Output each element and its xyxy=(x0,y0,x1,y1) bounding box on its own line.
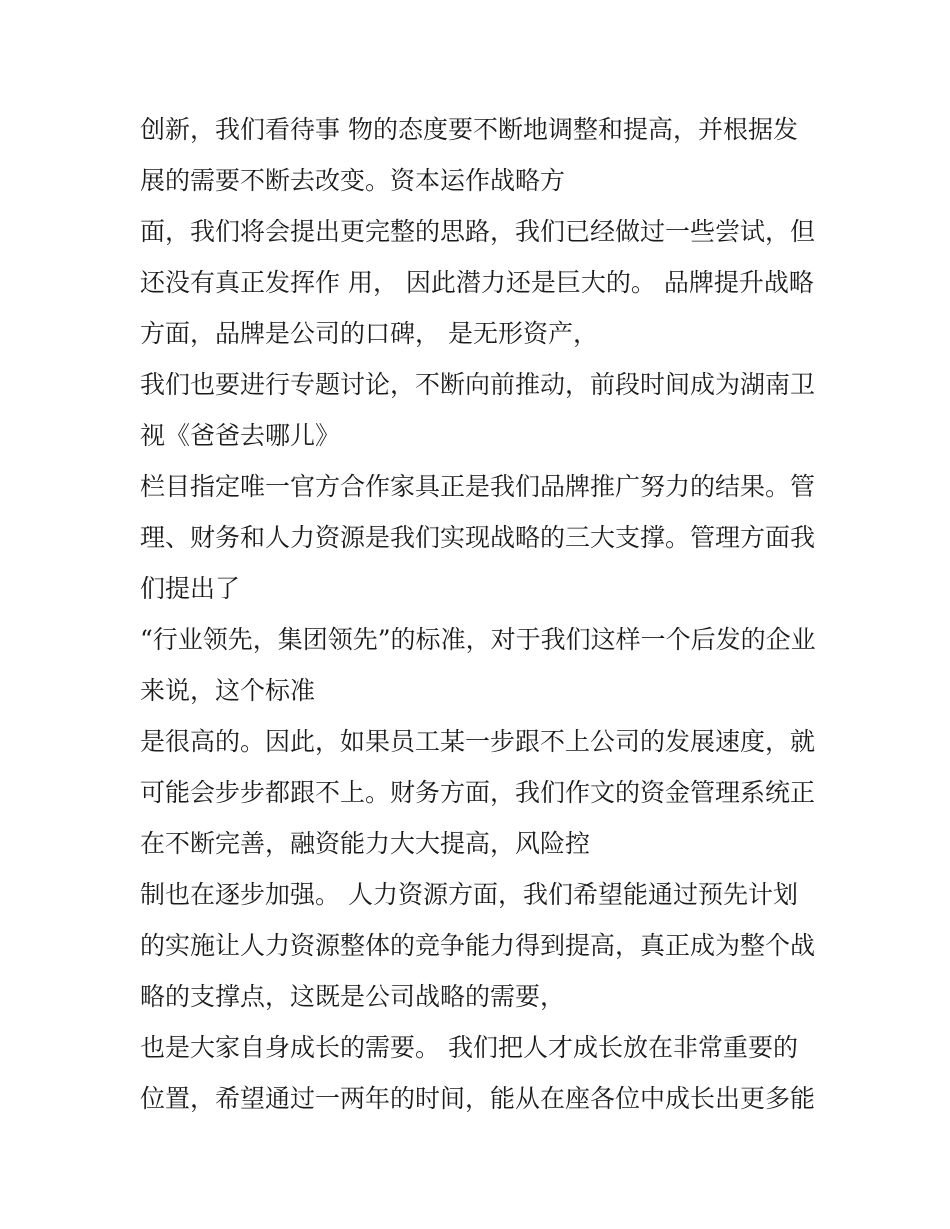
text-line: 可能会步步都跟不上。财务方面，我们作文的资金管理系统正 xyxy=(140,778,816,807)
text-line: 我们也要进行专题讨论，不断向前推动，前段时间成为湖南卫 xyxy=(140,370,816,399)
text-line: 也是大家自身成长的需要。 我们把人才成长放在非常重要的 xyxy=(140,1033,798,1062)
text-line: 展的需要不断去改变。资本运作战略方 xyxy=(140,166,566,195)
text-line: 方面，品牌是公司的口碑， 是无形资产， xyxy=(140,319,598,348)
text-line: 是很高的。因此，如果员工某一步跟不上公司的发展速度，就 xyxy=(140,727,816,756)
text-line: 位置，希望通过一两年的时间，能从在座各位中成长出更多能 xyxy=(140,1084,816,1113)
body-text xyxy=(140,104,830,1124)
text-line: 来说，这个标准 xyxy=(140,676,316,705)
text-line: 的实施让人力资源整体的竞争能力得到提高，真正成为整个战 xyxy=(140,931,816,960)
text-line: 在不断完善，融资能力大大提高，风险控 xyxy=(140,829,591,858)
text-line: 理、财务和人力资源是我们实现战略的三大支撑。管理方面我 xyxy=(140,523,816,552)
text-line: 创新，我们看待事 物的态度要不断地调整和提高，并根据发 xyxy=(140,115,798,144)
text-line: 略的支撑点，这既是公司战略的需要， xyxy=(140,982,566,1011)
text-line: 制也在逐步加强。 人力资源方面，我们希望能通过预先计划 xyxy=(140,880,798,909)
text-line: 视《爸爸去哪儿》 xyxy=(140,421,341,450)
text-line: 面，我们将会提出更完整的思路，我们已经做过一些尝试，但 xyxy=(140,217,816,246)
text-line: “行业领先，集团领先”的标准，对于我们这样一个后发的企业 xyxy=(140,625,816,654)
text-line: 还没有真正发挥作 用， 因此潜力还是巨大的。 品牌提升战略 xyxy=(140,268,814,297)
text-line: 栏目指定唯一官方合作家具正是我们品牌推广努力的结果。管 xyxy=(140,472,816,501)
text-line: 们提出了 xyxy=(140,574,241,603)
